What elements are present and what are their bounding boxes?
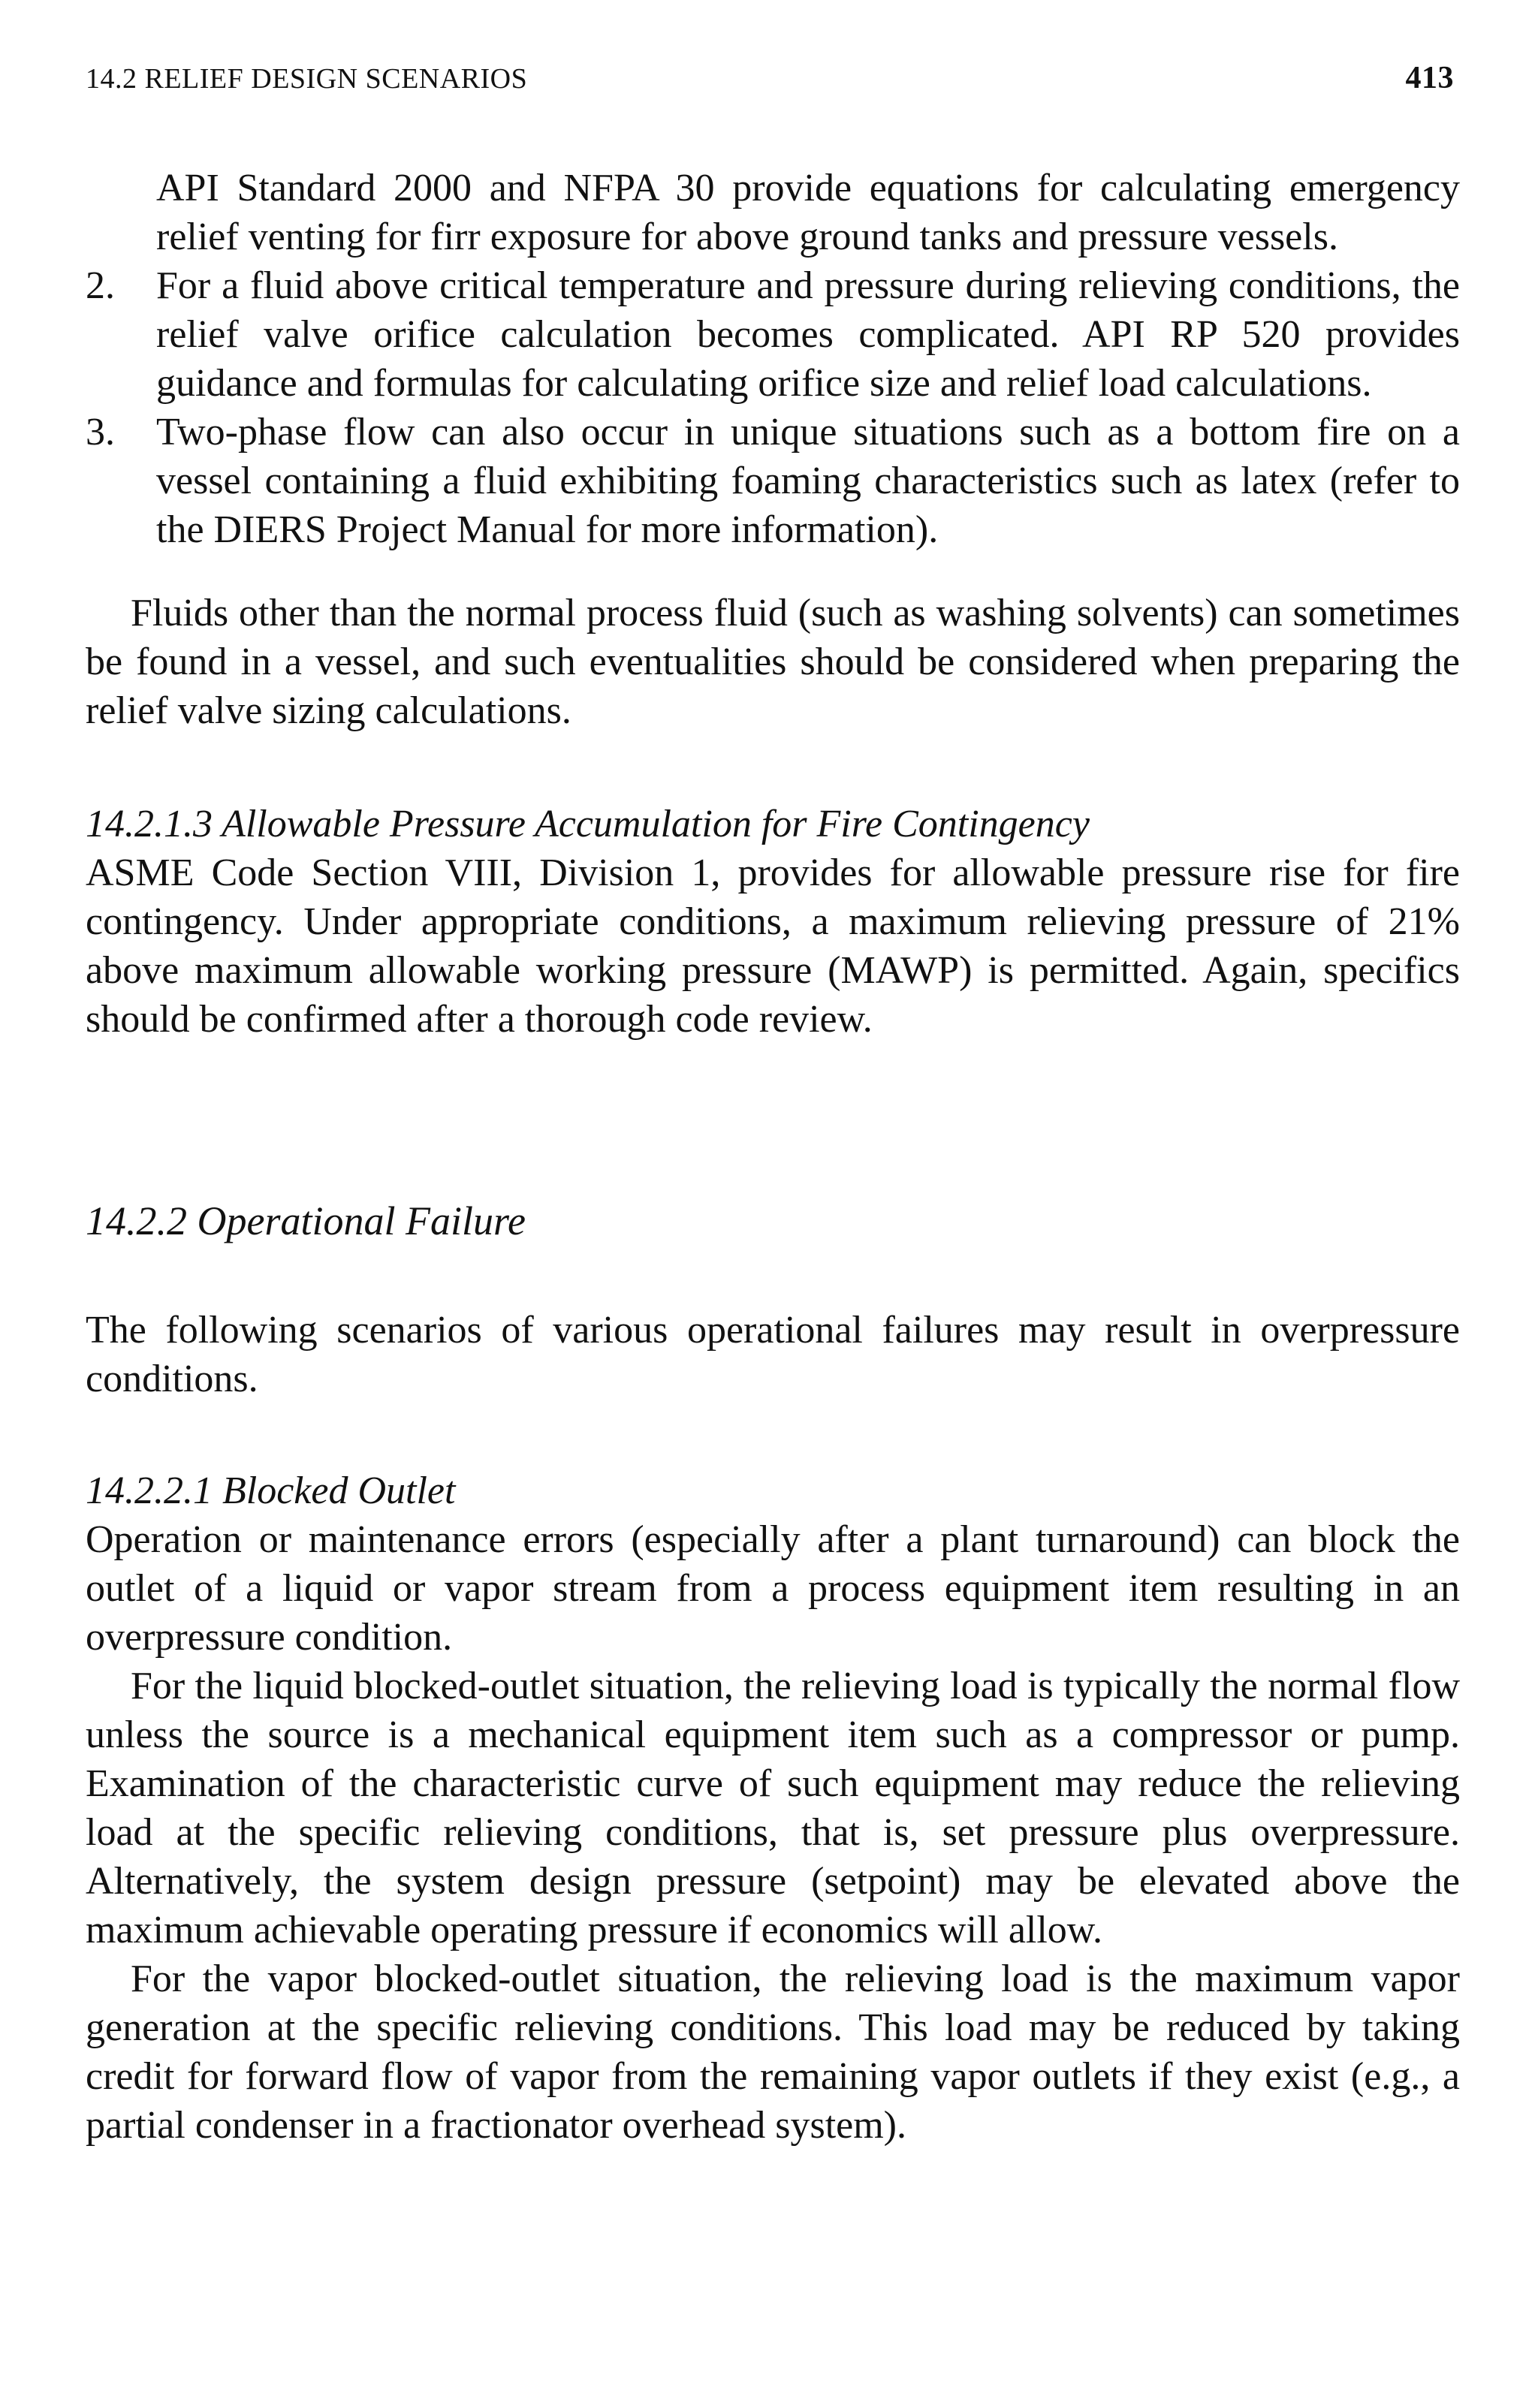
section-title: Operational Failure xyxy=(197,1198,526,1243)
subsection-title: Blocked Outlet xyxy=(222,1469,456,1512)
paragraph-blocked-outlet-2: For the liquid blocked-outlet situation, the relieving load is typically the normal flow unless the source is a mechanical equipment item such as a compressor or pump. Examination of the characteristic curve of such equipment may reduce the relieving load at the specific relieving conditions, that is, set pressure plus overpressure. Alternatively, the system design pressure (setpoint) may be elevated above the maximum achievable operating pressure if economics will allow. xyxy=(86,1665,1460,1951)
paragraph-operational-intro: The following scenarios of various operational failures may result in overpressure conditions. xyxy=(86,1309,1460,1400)
list-item-number: 3. xyxy=(86,411,115,454)
list-item-text: Two-phase flow can also occur in unique situations such as a bottom fire on a vessel containing a fluid exhibiting foaming characteristics such as latex (refer to the DIERS Project Manual for more information). xyxy=(156,411,1460,551)
running-title: 14.2 RELIEF DESIGN SCENARIOS xyxy=(86,63,528,95)
paragraph-fire-contingency: ASME Code Section VIII, Division 1, provides for allowable pressure rise for fire contingency. Under appropriate conditions, a maximum relieving pressure of 21% above maximum allowable working pressure (MAWP) is permitted. Again, specifics should be confirmed after a thorough code review. xyxy=(86,851,1460,1041)
section-heading xyxy=(86,1197,1460,1246)
list-item xyxy=(86,261,1460,408)
section-number: 14.2.2 xyxy=(86,1198,187,1243)
book-page xyxy=(86,60,1460,2150)
list-item-text: For a fluid above critical temperature and pressure during relieving conditions, the relief valve orifice calculation becomes complicated. API RP 520 provides guidance and formulas for calculating orifice size and relief load calculations. xyxy=(156,264,1460,405)
subsection-number: 14.2.1.3 xyxy=(86,803,213,845)
list-item-continuation: API Standard 2000 and NFPA 30 provide equations for calculating emergency relief venting for firr exposure for above ground tanks and pressure vessels. xyxy=(156,167,1460,258)
subsection-heading xyxy=(86,800,1460,848)
running-head xyxy=(86,60,1460,96)
paragraph-blocked-outlet-3: For the vapor blocked-outlet situation, the relieving load is the maximum vapor generation at the specific relieving conditions. This load may be reduced by taking credit for forward flow of vapor from the remaining vapor outlets if they exist (e.g., a partial condenser in a fractionator overhead system). xyxy=(86,1957,1460,2147)
paragraph-fluids: Fluids other than the normal process fluid (such as washing solvents) can sometimes be found in a vessel, and such eventualities should be considered when preparing the relief valve sizing calculations. xyxy=(86,592,1460,732)
subsection-title: Allowable Pressure Accumulation for Fire Contingency xyxy=(222,803,1090,845)
subsection-number: 14.2.2.1 xyxy=(86,1469,213,1512)
page-number: 413 xyxy=(1405,61,1454,95)
subsection-heading xyxy=(86,1466,1460,1515)
numbered-list xyxy=(86,261,1460,554)
list-item-number: 2. xyxy=(86,264,115,307)
list-item xyxy=(86,408,1460,554)
paragraph-blocked-outlet-1: Operation or maintenance errors (especially after a plant turnaround) can block the outlet of a liquid or vapor stream from a process equipment item resulting in an overpressure condition. xyxy=(86,1518,1460,1659)
